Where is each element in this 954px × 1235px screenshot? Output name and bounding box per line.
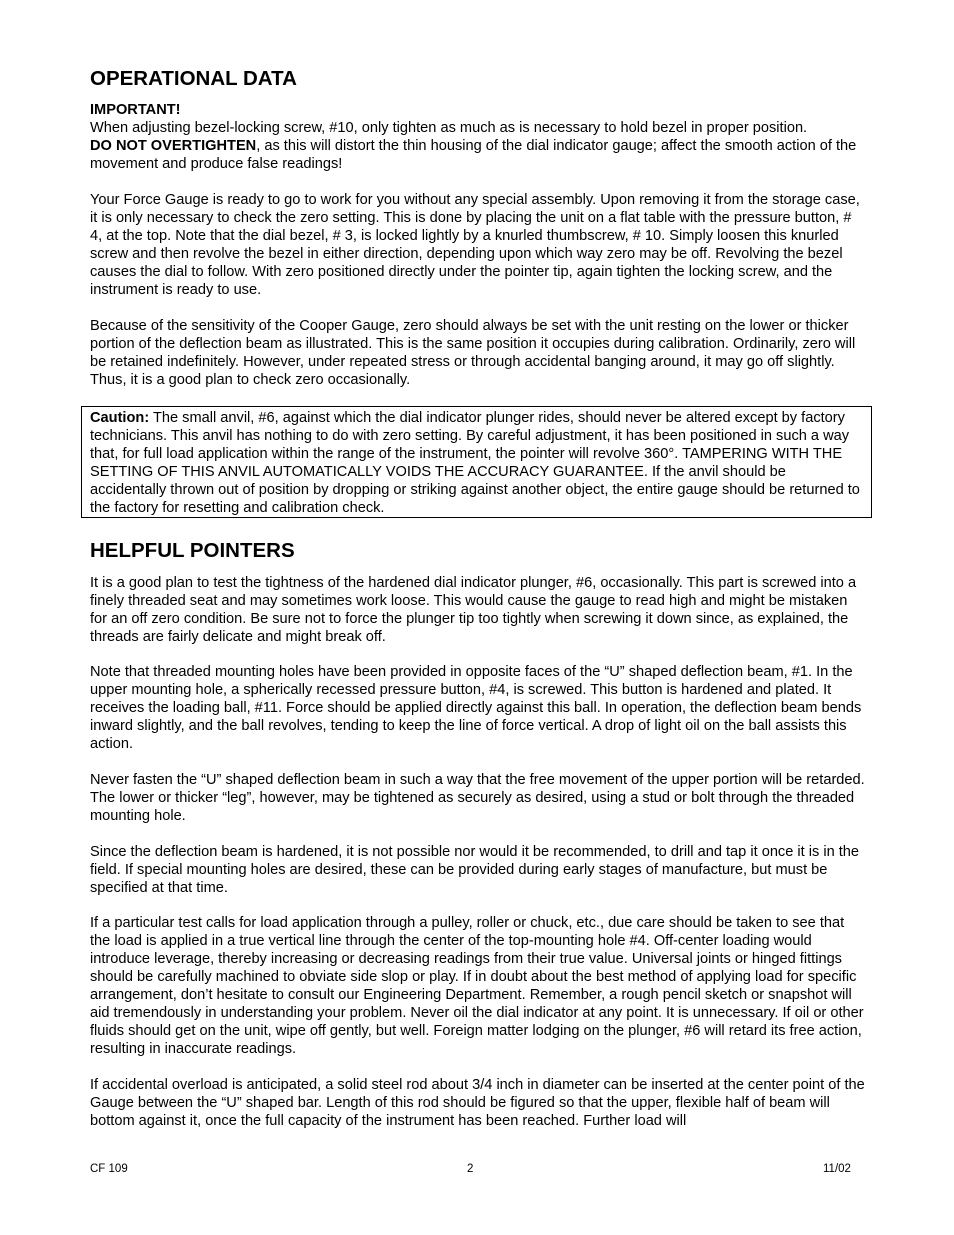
caution-label: Caution: <box>90 410 150 426</box>
paragraph-hardened-beam: Since the deflection beam is hardened, it is not possible nor would it be recommended, to drill and tap it once it is in the field. If special mounting holes are desired, these can be provided during early stages of manufacture, but must be specified at that time. <box>90 844 860 896</box>
section-heading-helpful-pointers: HELPFUL POINTERS <box>90 539 295 562</box>
caution-text: The small anvil, #6, against which the dial indicator plunger rides, should never be altered except by factory technicians. This anvil has nothing to do with zero setting. By careful adjustment, it has been positioned in such a way that, for full load application within the range of the instrument, the pointer will revolve 360°. TAMPERING WITH THE SETTING OF THIS ANVIL AUTOMATICALLY VOIDS THE ACCURACY GUARANTEE. If the anvil should be accidentally thrown out of position by dropping or striking against another object, the entire gauge should be returned to the factory for resetting and calibration check. <box>90 410 860 516</box>
caution-box <box>81 406 872 518</box>
overtighten-warning: DO NOT OVERTIGHTEN <box>90 138 257 154</box>
important-notice <box>90 101 865 173</box>
important-text-2: , as this will distort the thin housing of the dial indicator gauge; affect the smooth action of the movement and produce false readings! <box>90 138 857 172</box>
paragraph-load-application: If a particular test calls for load application through a pulley, roller or chuck, etc., due care should be taken to see that the load is applied in a true vertical line through the center of the top-mounting hole #4. Off-center loading would introduce leverage, thereby increasing or decreasing readings from their true value. Universal joints or hinged fittings should be carefully machined to obviate side slop or play. If in doubt about the best method of applying load for specific arrangement, don’t hesitate to consult our Engineering Department. Remember, a rough pencil sketch or snapshot will aid tremendously in understanding your problem. Never oil the dial indicator at any point. It is unnecessary. If oil or other fluids should get on the unit, wipe off gently, but well. Foreign matter lodging on the plunger, #6 will retard its free action, resulting in inaccurate readings. <box>90 915 864 1057</box>
caution-text-block <box>90 409 862 517</box>
important-label: IMPORTANT! <box>90 102 181 118</box>
footer-date: 11/02 <box>823 1163 851 1175</box>
paragraph-overload: If accidental overload is anticipated, a solid steel rod about 3/4 inch in diameter can be inserted at the center point of the Gauge between the “U” shaped bar. Length of this rod should be figured so that the upper, flexible half of beam will bottom against it, once the full capacity of the instrument has been reached. Further load will <box>90 1077 865 1129</box>
footer-page-number: 2 <box>467 1163 474 1175</box>
important-text-1: When adjusting bezel-locking screw, #10, only tighten as much as is necessary to hold bezel in proper position. <box>90 120 808 136</box>
paragraph-zero-setting: Your Force Gauge is ready to go to work for you without any special assembly. Upon removing it from the storage case, it is only necessary to check the zero setting. This is done by placing the unit on a flat table with the pressure button, # 4, at the top. Note that the dial bezel, # 3, is locked lightly by a knurled thumbscrew, # 10. Simply loosen this knurled screw and then revolve the bezel in either direction, depending upon which way zero may be off. Revolving the bezel causes the dial to follow. With zero positioned directly under the pointer tip, again tighten the locking screw, and the instrument is ready to use. <box>90 192 860 298</box>
paragraph-plunger-tightness: It is a good plan to test the tightness of the hardened dial indicator plunger, #6, occasionally. This part is screwed into a finely threaded seat and may sometimes work loose. This would cause the gauge to read high and might be mistaken for an off zero condition. Be sure not to force the plunger tip too tightly when screwing it down since, as explained, the threads are fairly delicate and might break off. <box>90 575 857 645</box>
paragraph-deflection-beam-fastening: Never fasten the “U” shaped deflection beam in such a way that the free movement of the upper portion will be retarded. The lower or thicker “leg”, however, may be tightened as securely as desired, using a stud or bolt through the threaded mounting hole. <box>90 772 865 824</box>
paragraph-sensitivity: Because of the sensitivity of the Cooper Gauge, zero should always be set with the unit resting on the lower or thicker portion of the deflection beam as illustrated. This is the same position it occupies during calibration. Ordinarily, zero will be retained indefinitely. However, under repeated stress or through accidental banging around, it may go off slightly. Thus, it is a good plan to check zero occasionally. <box>90 318 856 388</box>
section-heading-operational-data: OPERATIONAL DATA <box>90 67 297 90</box>
footer-doc-code: CF 109 <box>90 1163 128 1175</box>
paragraph-mounting-holes: Note that threaded mounting holes have been provided in opposite faces of the “U” shaped deflection beam, #1. In the upper mounting hole, a spherically recessed pressure button, #4, is screwed. This button is hardened and plated. It receives the loading ball, #11. Force should be applied directly against this ball. In operation, the deflection beam bends inward slightly, and the ball revolves, tending to keep the line of force vertical. A drop of light oil on the ball assists this action. <box>90 664 862 752</box>
